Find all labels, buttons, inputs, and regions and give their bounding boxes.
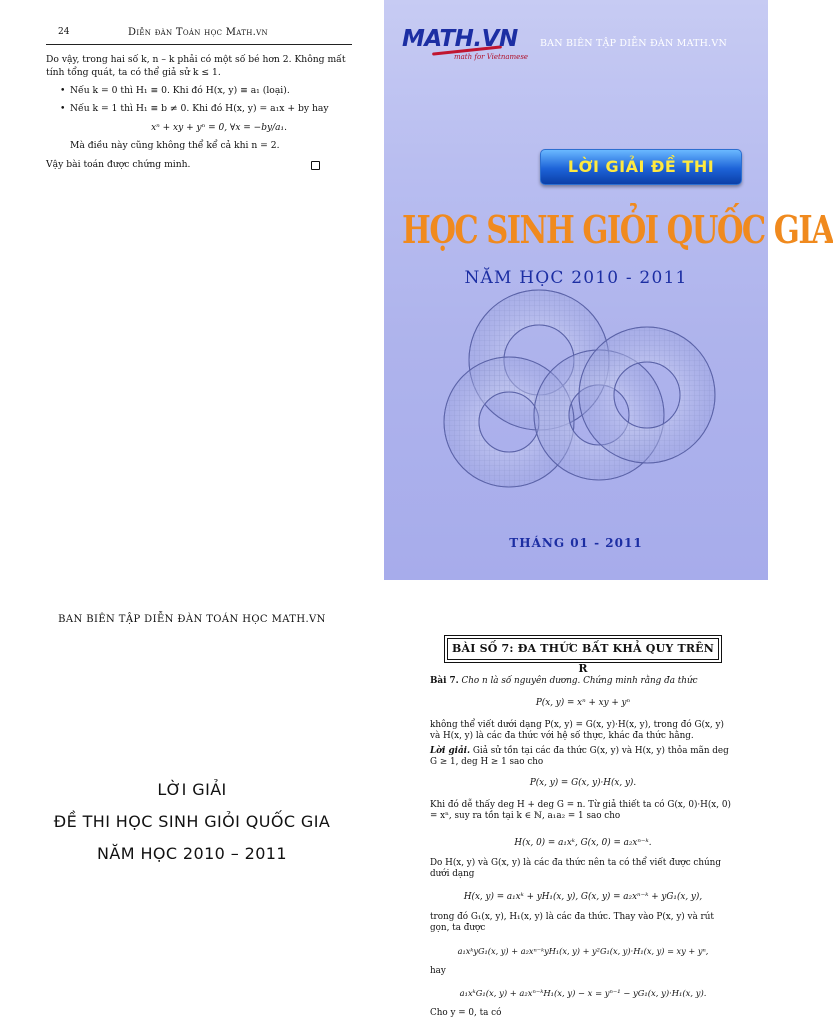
problem-page [384,586,768,1024]
problem-statement-2: không thể viết dưới dạng P(x, y) = G(x, y)·H(x, y), trong đó G(x, y) và H(x, y) là các đa thức với hệ số thực, khác đa thức hằng. [430,720,724,741]
equation-2: P(x, y) = G(x, y)·H(x, y). [529,778,637,788]
solution-text-3: Khi đó dễ thấy deg H + deg G = n. Từ giả thiết ta có G(x, 0)·H(x, 0) = xⁿ, suy ra tồn tại k ∈ ℕ, a₁a₂ = 1 sao cho [430,800,731,821]
bullet-item-2: • Nếu k = 1 thì H₁ ≡ b ≠ 0. Khi đó H(x, y) = a₁x + by hay [60,103,329,114]
solution-text-6: hay [430,966,446,976]
rings-decoration-icon [384,310,768,510]
qed-box-icon [311,161,320,170]
equation-4: H(x, y) = a₁xᵏ + yH₁(x, y), G(x, y) = a₂xⁿ⁻ᵏ + yG₁(x, y), [463,892,703,902]
header-title: Diễn đàn Toán học Math.vn [128,26,268,38]
equation: xⁿ + xy + yⁿ = 0, ∀x = −by/a₁. [151,123,287,133]
page-number: 24 [58,27,70,37]
title-page-board: BAN BIÊN TẬP DIỄN ĐÀN TOÁN HỌC MATH.VN [58,614,326,625]
solutions-banner: LỜI GIẢI ĐỀ THI [540,149,742,185]
equation-6: a₁xᵏG₁(x, y) + a₂xⁿ⁻ᵏH₁(x, y) − x = yⁿ⁻¹ − yG₁(x, y)·H₁(x, y). [459,988,707,998]
solution-intro: Lời giải. Giả sử tồn tại các đa thức G(x, y) và H(x, y) thỏa mãn deg G ≥ 1, deg H ≥ 1 sao cho [430,746,729,767]
cover-year: NĂM HỌC 2010 - 2011 [464,268,688,288]
paragraph-2: Mà điều này cũng không thể kể cả khi n = 2. [70,140,280,151]
logo-tagline: math for Vietnamese [454,53,529,61]
paragraph-3: Vậy bài toán được chứng minh. [46,158,352,171]
editorial-board: BAN BIÊN TẬP DIỄN ĐÀN MATH.VN [540,38,727,49]
equation-1: P(x, y) = xⁿ + xy + yⁿ [535,698,631,708]
book-cover [384,0,833,580]
solution-text-7: Cho y = 0, ta có [430,1008,502,1018]
equation-3: H(x, 0) = a₁xᵏ, G(x, 0) = a₂xⁿ⁻ᵏ. [514,838,652,848]
problem-box-title: BÀI SỐ 7: ĐA THỨC BẤT KHẢ QUY TRÊN R [447,638,719,660]
paragraph-1: Do vậy, trong hai số k, n – k phải có một số bé hơn 2. Không mất tính tổng quát, ta có thể giả sử k ≤ 1. [46,54,346,78]
problem-statement: Bài 7. Cho n là số nguyên dương. Chứng minh rằng đa thức [430,676,698,686]
mathvn-logo: MATH.VN [402,26,518,52]
page-header [46,20,352,45]
cover-month: THÁNG 01 - 2011 [509,536,643,550]
title-line-3: NĂM HỌC 2010 – 2011 [97,844,287,863]
previous-page [0,0,384,586]
title-page [0,586,384,1024]
title-line-2: ĐỀ THI HỌC SINH GIỎI QUỐC GIA [53,812,331,831]
title-line-1: LỜI GIẢI [157,780,227,799]
cover-title: HỌC SINH GIỎI QUỐC GIA [402,208,833,253]
bullet-item-1: • Nếu k = 0 thì H₁ ≡ 0. Khi đó H(x, y) ≡ a₁ (loại). [60,85,290,96]
solution-text-4: Do H(x, y) và G(x, y) là các đa thức nên ta có thể viết được chúng dưới dạng [430,858,721,879]
solution-text-5: trong đó G₁(x, y), H₁(x, y) là các đa thức. Thay vào P(x, y) và rút gọn, ta được [430,912,714,933]
equation-5: a₁xᵏyG₁(x, y) + a₂xⁿ⁻ᵏyH₁(x, y) + y²G₁(x, y)·H₁(x, y) = xy + yⁿ, [457,946,709,956]
